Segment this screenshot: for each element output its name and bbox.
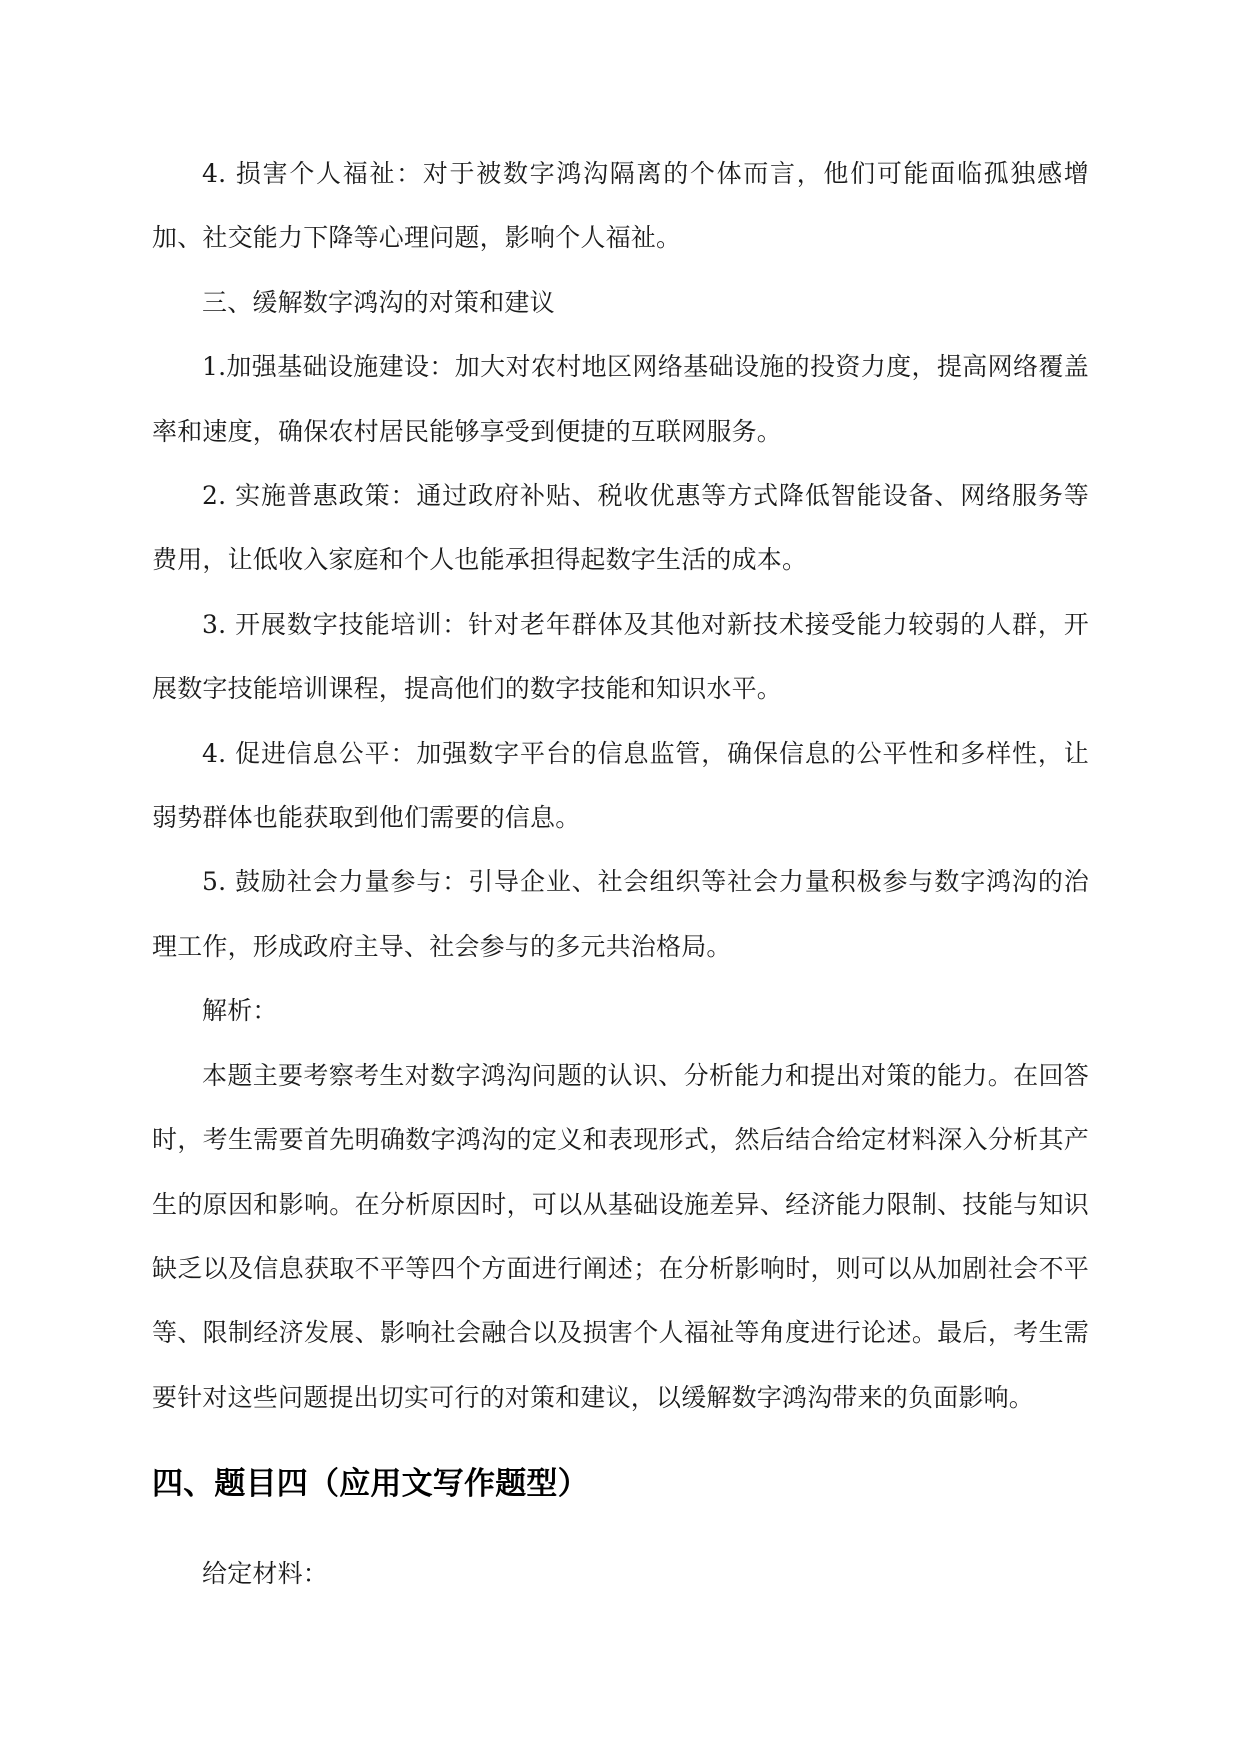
section-four-heading: 四、题目四（应用文写作题型） [152, 1466, 589, 1503]
paragraph-skills-training: 3. 开展数字技能培训：针对老年群体及其他对新技术接受能力较弱的人群，开展数字技能培训课程，提高他们的数字技能和知识水平。 [152, 609, 1089, 704]
paragraph-social-participation: 5. 鼓励社会力量参与：引导企业、社会组织等社会力量积极参与数字鸿沟的治理工作，形成政府主导、社会参与的多元共治格局。 [152, 867, 1089, 961]
paragraph-information-fairness: 4. 促进信息公平：加强数字平台的信息监管，确保信息的公平性和多样性，让弱势群体也能获取到他们需要的信息。 [152, 738, 1089, 833]
given-material-label: 给定材料： [202, 1559, 329, 1589]
section-three-title: 三、缓解数字鸿沟的对策和建议 [202, 287, 555, 317]
analysis-paragraph: 本题主要考察考生对数字鸿沟问题的认识、分析能力和提出对策的能力。在回答时，考生需要首先明确数字鸿沟的定义和表现形式，然后结合给定材料深入分析其产生的原因和影响。在分析原因时，可以从基础设施差异、经济能力限制、技能与知识缺乏以及信息获取不平等四个方面进行阐述；在分析影响时，则可以从加剧社会不平等、限制经济发展、影响社会融合以及损害个人福祉等角度进行论述。最后，考生需要针对这些问题提出切实可行的对策和建议，以缓解数字鸿沟带来的负面影响。 [152, 1060, 1089, 1412]
paragraph-infrastructure: 1.加强基础设施建设：加大对农村地区网络基础设施的投资力度，提高网络覆盖率和速度，确保农村居民能够享受到便捷的互联网服务。 [152, 352, 1089, 446]
paragraph-harm-personal-wellbeing: 4. 损害个人福祉：对于被数字鸿沟隔离的个体而言，他们可能面临孤独感增加、社交能力下降等心理问题，影响个人福祉。 [152, 159, 1089, 253]
analysis-label: 解析： [202, 996, 278, 1026]
page-content [152, 142, 1089, 1607]
paragraph-inclusive-policy: 2. 实施普惠政策：通过政府补贴、税收优惠等方式降低智能设备、网络服务等费用，让低收入家庭和个人也能承担得起数字生活的成本。 [152, 481, 1089, 575]
